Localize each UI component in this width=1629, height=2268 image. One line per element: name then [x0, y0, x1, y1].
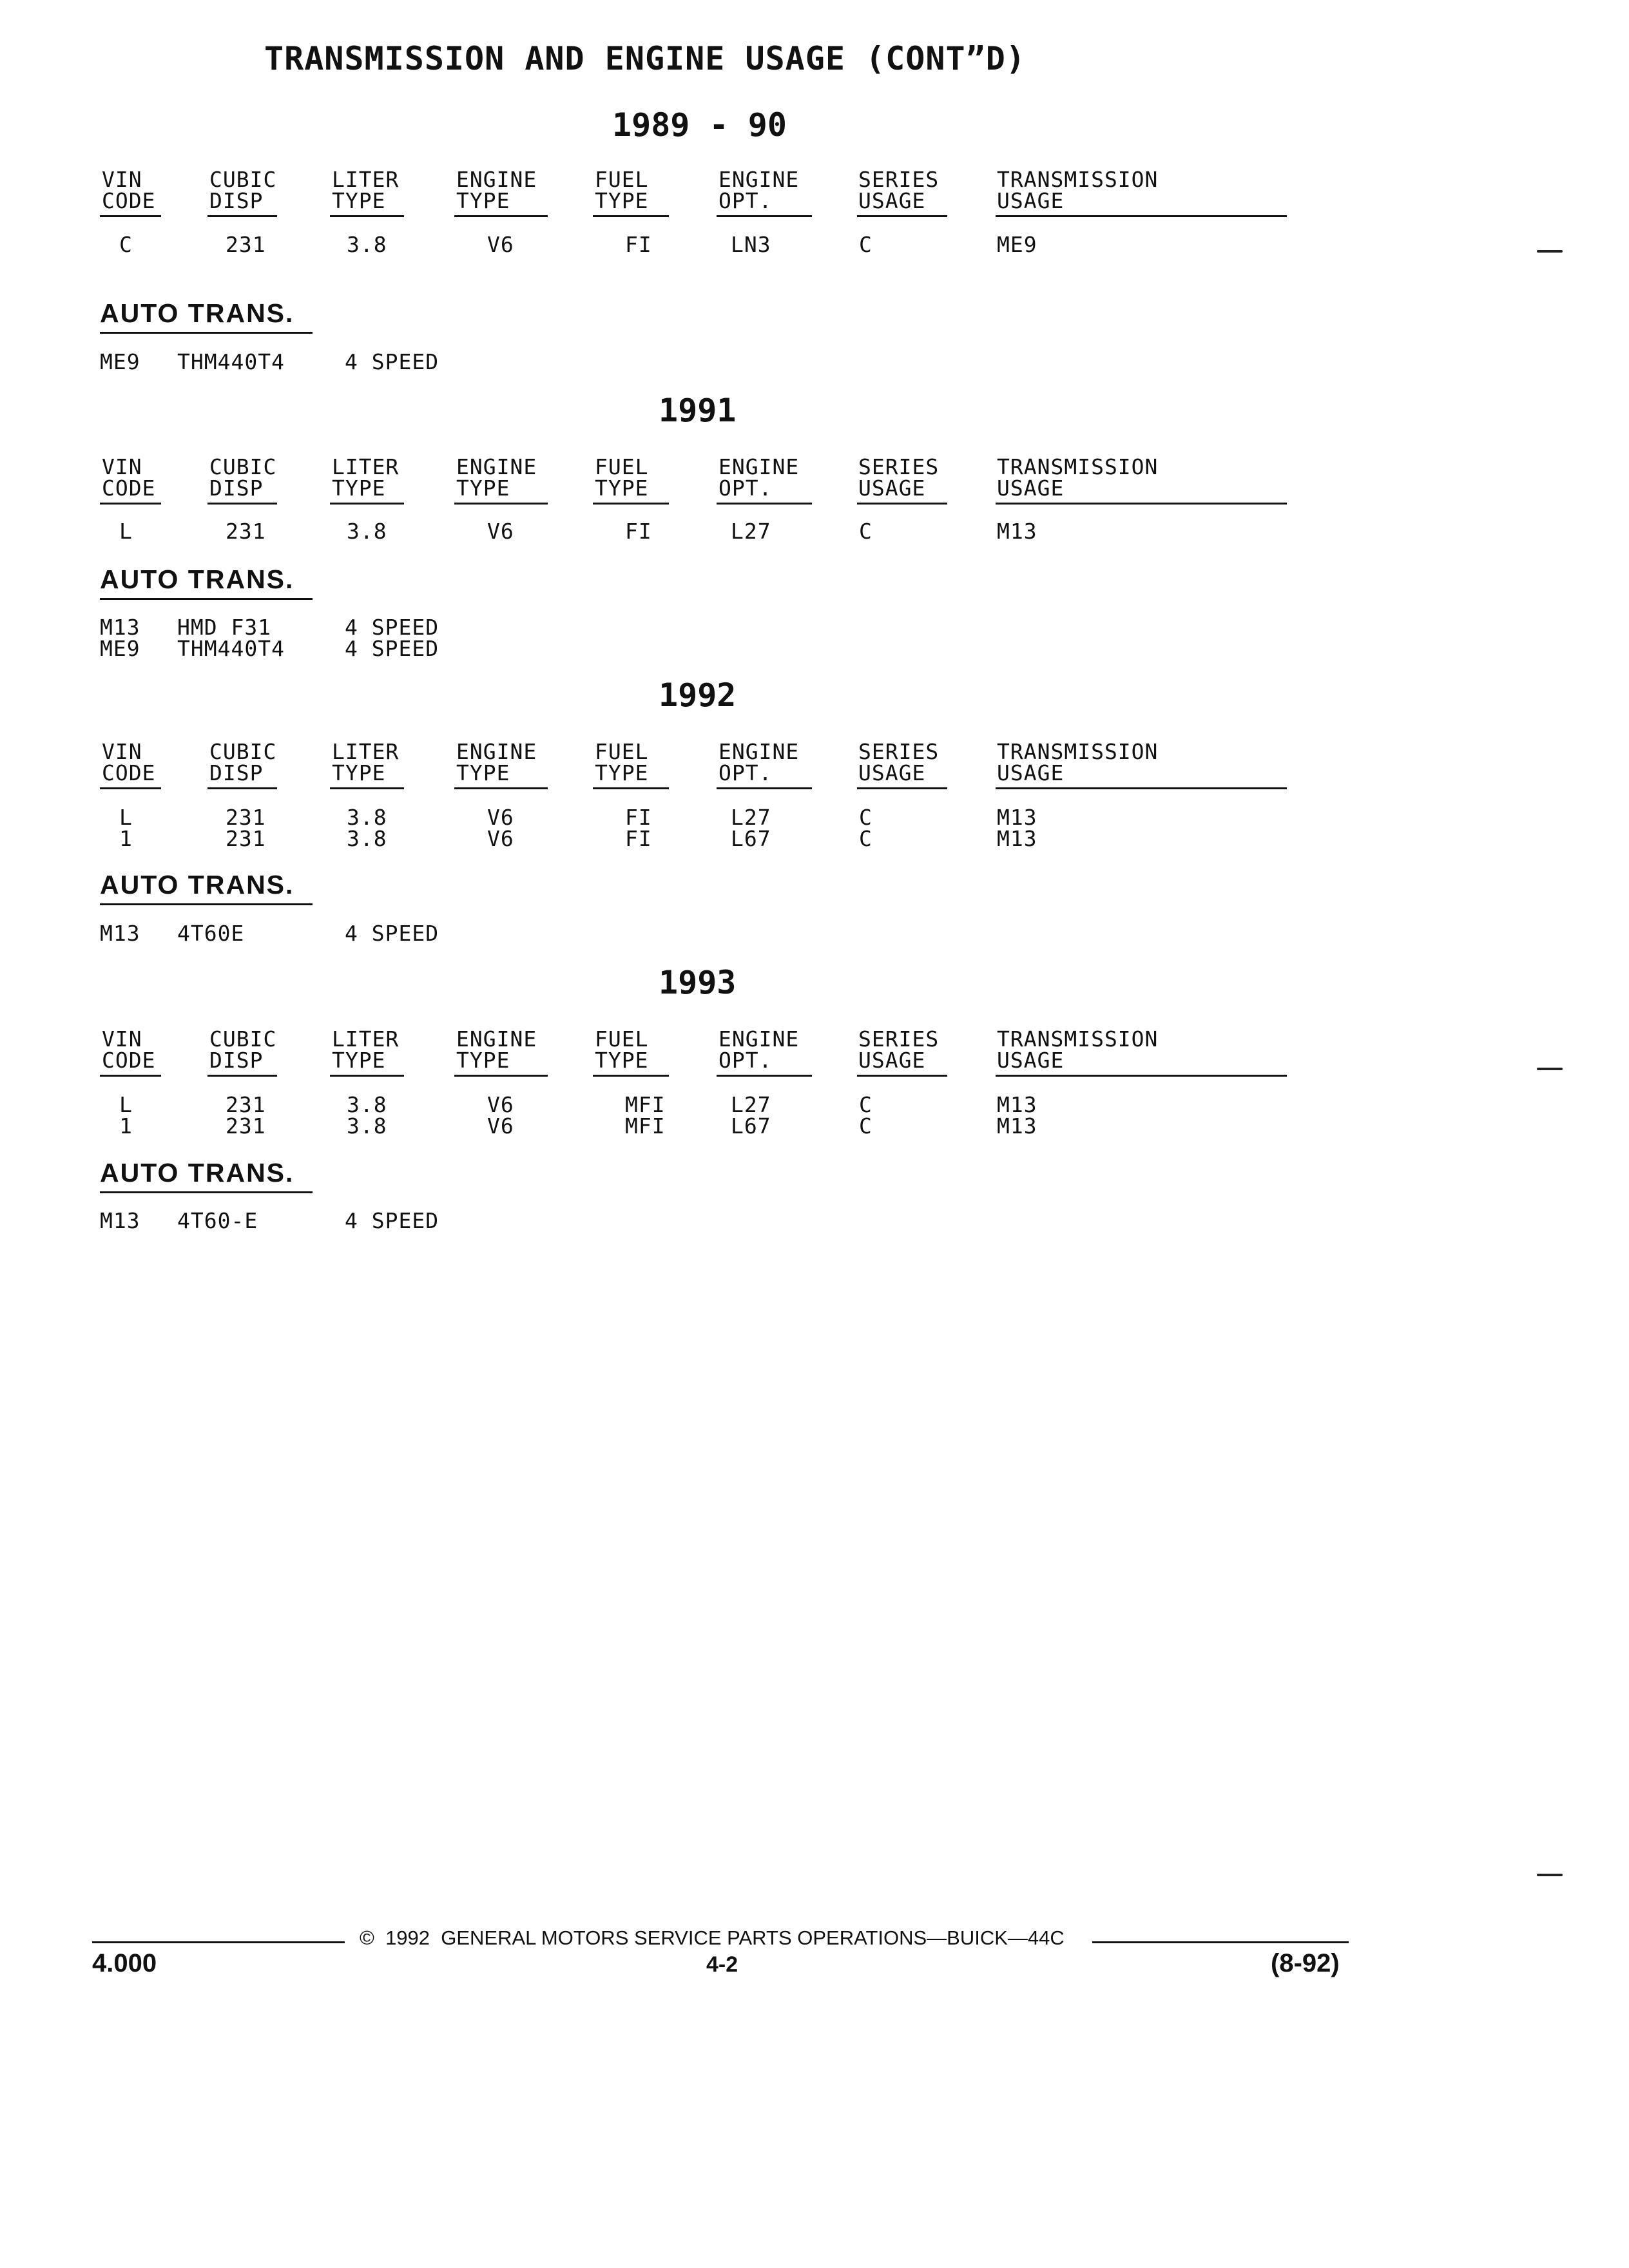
table-cell-liter: 3.8 [347, 1113, 387, 1139]
column-header-underline [330, 787, 404, 789]
column-header-trans-top: TRANSMISSION [997, 454, 1159, 479]
table-cell-engine: V6 [487, 826, 514, 851]
margin-tick-mark [1537, 1874, 1563, 1876]
column-header-underline [857, 787, 947, 789]
table-cell-engopt: L27 [731, 1092, 771, 1117]
column-header-underline [100, 215, 161, 217]
column-header-vin-bottom: CODE [102, 476, 156, 501]
column-header-engopt-bottom: OPT. [718, 188, 773, 213]
table-cell-engine: V6 [487, 232, 514, 257]
trans-model: THM440T4 [177, 349, 285, 374]
column-header-engine-bottom: TYPE [456, 760, 510, 785]
column-header-underline [593, 503, 669, 505]
table-cell-cubic: 231 [226, 805, 266, 830]
column-header-liter-top: LITER [332, 1026, 400, 1052]
column-header-engine-top: ENGINE [456, 739, 537, 764]
column-header-engopt-top: ENGINE [718, 1026, 800, 1052]
table-cell-fuel: FI [625, 805, 652, 830]
column-header-vin-bottom: CODE [102, 188, 156, 213]
column-header-engine-top: ENGINE [456, 454, 537, 479]
table-cell-series: C [859, 1113, 872, 1139]
section-year: 1992 [659, 677, 737, 714]
column-header-trans-bottom: USAGE [997, 760, 1065, 785]
column-header-series-bottom: USAGE [858, 188, 926, 213]
column-header-liter-top: LITER [332, 454, 400, 479]
column-header-underline [857, 503, 947, 505]
column-header-underline [207, 215, 277, 217]
column-header-cubic-top: CUBIC [209, 1026, 277, 1052]
table-cell-series: C [859, 1092, 872, 1117]
column-header-engopt-top: ENGINE [718, 454, 800, 479]
column-header-underline [100, 1075, 161, 1077]
table-cell-engine: V6 [487, 519, 514, 544]
column-header-underline [454, 787, 548, 789]
trans-model: 4T60E [177, 921, 245, 946]
table-cell-cubic: 231 [226, 1113, 266, 1139]
column-header-trans-bottom: USAGE [997, 476, 1065, 501]
column-header-underline [454, 1075, 548, 1077]
table-cell-liter: 3.8 [347, 519, 387, 544]
column-header-underline [593, 1075, 669, 1077]
table-cell-cubic: 231 [226, 826, 266, 851]
column-header-underline [857, 215, 947, 217]
column-header-engopt-bottom: OPT. [718, 1048, 773, 1073]
table-cell-trans: M13 [997, 1113, 1037, 1139]
table-cell-engine: V6 [487, 1113, 514, 1139]
column-header-fuel-top: FUEL [595, 454, 649, 479]
column-header-cubic-bottom: DISP [209, 1048, 264, 1073]
auto-trans-underline [100, 332, 313, 334]
column-header-trans-bottom: USAGE [997, 1048, 1065, 1073]
column-header-underline [454, 215, 548, 217]
table-cell-vin: 1 [119, 1113, 133, 1139]
table-cell-trans: ME9 [997, 232, 1037, 257]
column-header-liter-bottom: TYPE [332, 1048, 386, 1073]
column-header-underline [996, 1075, 1287, 1077]
table-cell-engopt: L27 [731, 805, 771, 830]
column-header-underline [996, 215, 1287, 217]
column-header-underline [207, 1075, 277, 1077]
footer-rule-right [1092, 1941, 1349, 1943]
footer-date-code: (8-92) [1271, 1949, 1340, 1977]
column-header-fuel-top: FUEL [595, 1026, 649, 1052]
table-cell-trans: M13 [997, 805, 1037, 830]
table-cell-trans: M13 [997, 1092, 1037, 1117]
column-header-underline [454, 503, 548, 505]
trans-speed: 4 SPEED [345, 636, 439, 661]
column-header-fuel-bottom: TYPE [595, 188, 649, 213]
table-cell-vin: L [119, 805, 133, 830]
column-header-cubic-bottom: DISP [209, 476, 264, 501]
column-header-underline [717, 787, 812, 789]
column-header-underline [717, 215, 812, 217]
column-header-engopt-top: ENGINE [718, 739, 800, 764]
trans-model: 4T60-E [177, 1208, 258, 1233]
column-header-cubic-top: CUBIC [209, 167, 277, 192]
column-header-series-bottom: USAGE [858, 476, 926, 501]
footer-page-number: 4-2 [706, 1952, 738, 1977]
column-header-engopt-bottom: OPT. [718, 760, 773, 785]
column-header-liter-bottom: TYPE [332, 188, 386, 213]
margin-tick-mark [1537, 250, 1563, 253]
column-header-series-top: SERIES [858, 739, 940, 764]
table-cell-series: C [859, 232, 872, 257]
column-header-liter-bottom: TYPE [332, 476, 386, 501]
column-header-vin-top: VIN [102, 1026, 142, 1052]
column-header-trans-bottom: USAGE [997, 188, 1065, 213]
table-cell-liter: 3.8 [347, 232, 387, 257]
table-cell-vin: C [119, 232, 133, 257]
auto-trans-heading: AUTO TRANS. [100, 1158, 294, 1187]
column-header-engine-bottom: TYPE [456, 476, 510, 501]
footer-copyright: © 1992 GENERAL MOTORS SERVICE PARTS OPERATIONS—BUICK—44C [360, 1927, 1065, 1949]
column-header-underline [996, 787, 1287, 789]
table-cell-engopt: L67 [731, 1113, 771, 1139]
table-cell-engopt: LN3 [731, 232, 771, 257]
column-header-cubic-top: CUBIC [209, 739, 277, 764]
table-cell-trans: M13 [997, 826, 1037, 851]
table-cell-liter: 3.8 [347, 805, 387, 830]
table-cell-cubic: 231 [226, 232, 266, 257]
auto-trans-heading: AUTO TRANS. [100, 564, 294, 594]
section-year: 1989 - 90 [612, 106, 787, 144]
column-header-fuel-bottom: TYPE [595, 760, 649, 785]
column-header-underline [717, 503, 812, 505]
column-header-fuel-bottom: TYPE [595, 1048, 649, 1073]
column-header-liter-top: LITER [332, 167, 400, 192]
section-year: 1991 [659, 392, 737, 429]
table-cell-fuel: MFI [625, 1113, 666, 1139]
auto-trans-underline [100, 1191, 313, 1193]
column-header-engopt-bottom: OPT. [718, 476, 773, 501]
column-header-cubic-bottom: DISP [209, 760, 264, 785]
column-header-liter-bottom: TYPE [332, 760, 386, 785]
trans-speed: 4 SPEED [345, 1208, 439, 1233]
trans-code: M13 [100, 921, 140, 946]
column-header-underline [996, 503, 1287, 505]
table-cell-series: C [859, 519, 872, 544]
column-header-engine-bottom: TYPE [456, 1048, 510, 1073]
column-header-series-top: SERIES [858, 1026, 940, 1052]
table-cell-fuel: FI [625, 519, 652, 544]
column-header-engopt-top: ENGINE [718, 167, 800, 192]
table-cell-fuel: MFI [625, 1092, 666, 1117]
trans-speed: 4 SPEED [345, 349, 439, 374]
table-cell-vin: 1 [119, 826, 133, 851]
table-cell-engine: V6 [487, 805, 514, 830]
table-cell-series: C [859, 826, 872, 851]
column-header-fuel-top: FUEL [595, 739, 649, 764]
column-header-liter-top: LITER [332, 739, 400, 764]
column-header-series-bottom: USAGE [858, 1048, 926, 1073]
table-cell-liter: 3.8 [347, 826, 387, 851]
trans-code: ME9 [100, 636, 140, 661]
page-title: TRANSMISSION AND ENGINE USAGE (CONT”D) [264, 40, 1026, 77]
table-cell-fuel: FI [625, 826, 652, 851]
trans-code: M13 [100, 1208, 140, 1233]
table-cell-cubic: 231 [226, 1092, 266, 1117]
column-header-underline [207, 787, 277, 789]
column-header-underline [857, 1075, 947, 1077]
table-cell-engine: V6 [487, 1092, 514, 1117]
table-cell-vin: L [119, 519, 133, 544]
table-cell-liter: 3.8 [347, 1092, 387, 1117]
trans-code: ME9 [100, 349, 140, 374]
trans-model: HMD F31 [177, 615, 272, 640]
column-header-series-top: SERIES [858, 454, 940, 479]
trans-speed: 4 SPEED [345, 921, 439, 946]
column-header-trans-top: TRANSMISSION [997, 739, 1159, 764]
auto-trans-underline [100, 598, 313, 600]
column-header-engine-bottom: TYPE [456, 188, 510, 213]
column-header-underline [330, 503, 404, 505]
footer-section-number: 4.000 [92, 1949, 157, 1977]
table-cell-engopt: L67 [731, 826, 771, 851]
column-header-vin-top: VIN [102, 454, 142, 479]
column-header-vin-top: VIN [102, 739, 142, 764]
auto-trans-heading: AUTO TRANS. [100, 870, 294, 899]
margin-tick-mark [1537, 1068, 1563, 1070]
column-header-engine-top: ENGINE [456, 1026, 537, 1052]
table-cell-vin: L [119, 1092, 133, 1117]
column-header-trans-top: TRANSMISSION [997, 1026, 1159, 1052]
column-header-underline [593, 787, 669, 789]
table-cell-engopt: L27 [731, 519, 771, 544]
column-header-series-top: SERIES [858, 167, 940, 192]
trans-code: M13 [100, 615, 140, 640]
table-cell-series: C [859, 805, 872, 830]
trans-speed: 4 SPEED [345, 615, 439, 640]
table-cell-trans: M13 [997, 519, 1037, 544]
column-header-cubic-bottom: DISP [209, 188, 264, 213]
column-header-trans-top: TRANSMISSION [997, 167, 1159, 192]
column-header-series-bottom: USAGE [858, 760, 926, 785]
section-year: 1993 [659, 964, 737, 1001]
column-header-vin-top: VIN [102, 167, 142, 192]
auto-trans-underline [100, 903, 313, 905]
column-header-underline [330, 215, 404, 217]
column-header-underline [330, 1075, 404, 1077]
column-header-engine-top: ENGINE [456, 167, 537, 192]
column-header-underline [207, 503, 277, 505]
column-header-underline [100, 503, 161, 505]
column-header-fuel-bottom: TYPE [595, 476, 649, 501]
column-header-underline [100, 787, 161, 789]
column-header-fuel-top: FUEL [595, 167, 649, 192]
trans-model: THM440T4 [177, 636, 285, 661]
table-cell-cubic: 231 [226, 519, 266, 544]
column-header-underline [717, 1075, 812, 1077]
column-header-underline [593, 215, 669, 217]
column-header-cubic-top: CUBIC [209, 454, 277, 479]
column-header-vin-bottom: CODE [102, 1048, 156, 1073]
column-header-vin-bottom: CODE [102, 760, 156, 785]
auto-trans-heading: AUTO TRANS. [100, 298, 294, 328]
table-cell-fuel: FI [625, 232, 652, 257]
footer-rule-left [92, 1941, 345, 1943]
